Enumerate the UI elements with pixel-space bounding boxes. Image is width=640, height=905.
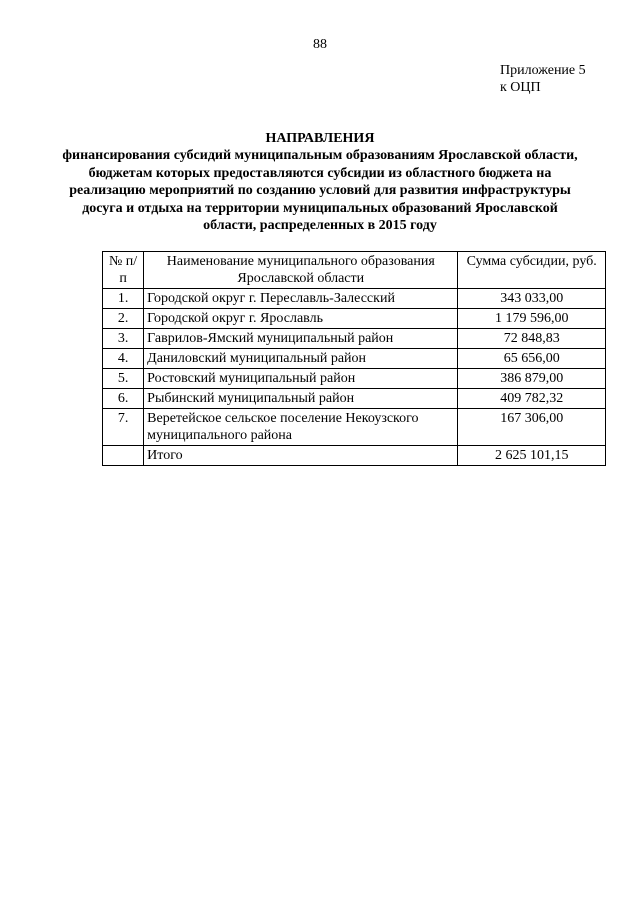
- table-row: [103, 289, 606, 309]
- row-name: Гаврилов-Ямский муниципальный район: [144, 329, 458, 349]
- row-number: 6.: [103, 389, 144, 409]
- row-sum: 1 179 596,00: [458, 309, 606, 329]
- row-name: Даниловский муниципальный район: [144, 349, 458, 369]
- table-row: [103, 409, 606, 446]
- total-number: [103, 446, 144, 466]
- row-number: 7.: [103, 409, 144, 446]
- row-name: Рыбинский муниципальный район: [144, 389, 458, 409]
- table-row: [103, 349, 606, 369]
- row-name: Веретейское сельское поселение Некоузского муниципального района: [144, 409, 458, 446]
- document-subtitle: финансирования субсидий муниципальным образованиям Ярославской области, бюджетам которых предоставляются субсидии из областного бюджета на реализацию мероприятий по созданию условий для развития инфраструктуры досуга и отдыха на территории муниципальных образований Ярославской области, распределенных в 2015 году: [62, 148, 578, 233]
- appendix-line-1: Приложение 5: [500, 63, 586, 78]
- row-name: Городской округ г. Переславль-Залесский: [144, 289, 458, 309]
- table-total-row: [103, 446, 606, 466]
- row-name: Ростовский муниципальный район: [144, 369, 458, 389]
- row-name: Городской округ г. Ярославль: [144, 309, 458, 329]
- page-number: 88: [313, 37, 327, 52]
- total-sum: 2 625 101,15: [458, 446, 606, 466]
- total-label: Итого: [144, 446, 458, 466]
- document-title: НАПРАВЛЕНИЯ: [265, 131, 375, 146]
- row-number: 3.: [103, 329, 144, 349]
- table-row: [103, 389, 606, 409]
- header-name: Наименование муниципального образования Ярославской области: [144, 252, 458, 289]
- table-row: [103, 309, 606, 329]
- row-sum: 386 879,00: [458, 369, 606, 389]
- table-row: [103, 369, 606, 389]
- appendix-note: [500, 62, 586, 96]
- row-sum: 343 033,00: [458, 289, 606, 309]
- subsidy-table: [102, 251, 606, 466]
- row-sum: 65 656,00: [458, 349, 606, 369]
- row-number: 1.: [103, 289, 144, 309]
- header-sum: Сумма субсидии, руб.: [458, 252, 606, 289]
- document-heading: [60, 130, 580, 235]
- appendix-line-2: к ОЦП: [500, 80, 541, 95]
- header-number: № п/п: [103, 252, 144, 289]
- row-sum: 167 306,00: [458, 409, 606, 446]
- row-number: 4.: [103, 349, 144, 369]
- table-header-row: [103, 252, 606, 289]
- row-sum: 409 782,32: [458, 389, 606, 409]
- row-number: 2.: [103, 309, 144, 329]
- row-sum: 72 848,83: [458, 329, 606, 349]
- table-row: [103, 329, 606, 349]
- row-number: 5.: [103, 369, 144, 389]
